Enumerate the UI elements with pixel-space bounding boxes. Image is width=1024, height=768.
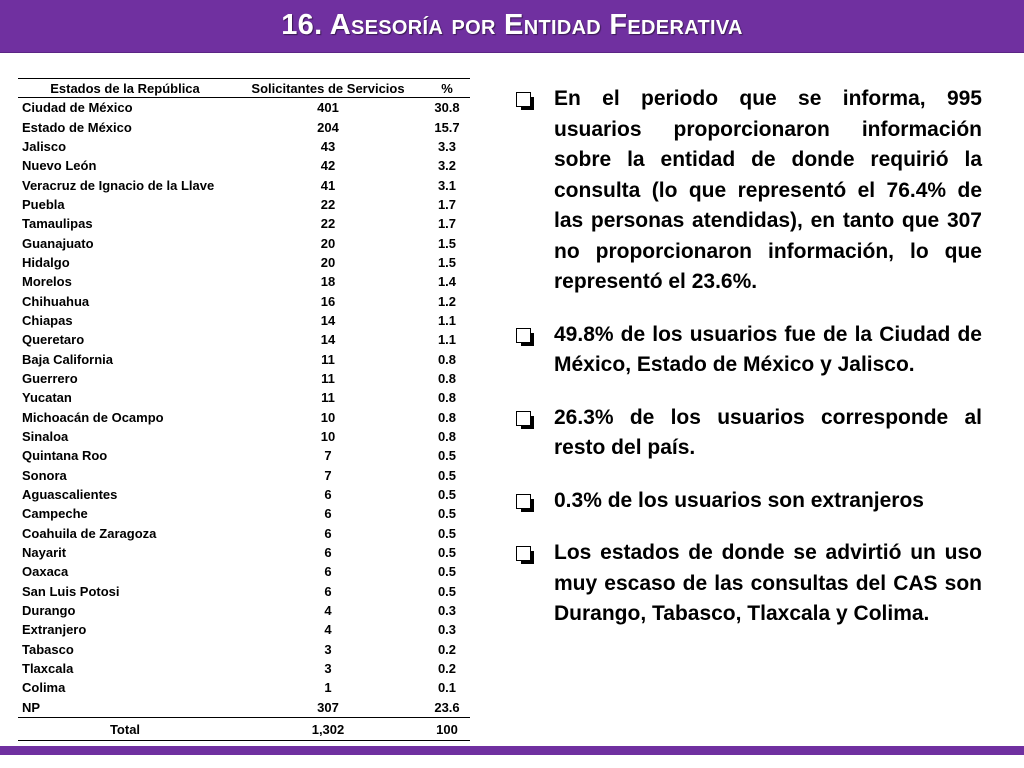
table-row [18, 175, 470, 194]
state-name-cell: Yucatan [22, 390, 72, 406]
state-name-cell: Queretaro [22, 332, 85, 348]
state-name-cell: Veracruz de Ignacio de la Llave [22, 177, 215, 193]
requesters-cell: 204 [317, 119, 339, 135]
requesters-cell: 6 [324, 525, 332, 541]
state-name-cell: San Luis Potosi [22, 583, 120, 599]
state-name-cell: Extranjero [22, 622, 87, 638]
bullet-item [514, 486, 982, 517]
table-row [18, 137, 470, 156]
checkbox-icon [516, 411, 531, 426]
state-name-cell: Guerrero [22, 370, 78, 386]
table-row [18, 582, 470, 601]
state-name-cell: Durango [22, 603, 76, 619]
bullet-text: 0.3% de los usuarios son extranjeros [554, 488, 924, 512]
requesters-cell: 41 [320, 177, 336, 193]
state-name-cell: Tabasco [22, 641, 74, 657]
state-name-cell: Ciudad de México [22, 100, 133, 116]
table-total-row [18, 718, 470, 741]
percent-cell: 1.4 [437, 274, 457, 290]
bullet-text: En el periodo que se informa, 995 usuarios proporcionaron información sobre la entidad de donde requirió la consulta (lo que representó el 76.4% de las personas atendidas), en tanto que 307 no proporcionaron información, lo que representó el 23.6%. [554, 87, 982, 293]
requesters-cell: 20 [320, 254, 336, 270]
requesters-cell: 3 [324, 641, 332, 657]
percent-cell: 0.2 [437, 661, 457, 677]
percent-cell: 23.6 [434, 699, 460, 715]
percent-cell: 0.5 [437, 564, 457, 580]
footer-bar [0, 746, 1024, 755]
requesters-cell: 11 [321, 390, 335, 406]
table-row [18, 253, 470, 272]
requesters-cell: 20 [320, 235, 336, 251]
bullet-text: 49.8% de los usuarios fue de la Ciudad de México, Estado de México y Jalisco. [554, 322, 982, 376]
percent-cell: 1.5 [437, 235, 457, 251]
percent-cell: 0.3 [437, 603, 457, 619]
column-header-requesters: Solicitantes de Servicios [232, 79, 424, 98]
percent-cell: 1.1 [437, 312, 457, 328]
requesters-cell: 4 [324, 603, 332, 619]
requesters-cell: 307 [317, 699, 339, 715]
state-name-cell: Nayarit [22, 545, 67, 561]
state-name-cell: Campeche [22, 506, 88, 522]
requesters-cell: 6 [324, 545, 332, 561]
percent-cell: 0.5 [437, 487, 457, 503]
table-row [18, 272, 470, 291]
table-row [18, 408, 470, 427]
percent-cell: 0.5 [437, 583, 457, 599]
table-row [18, 485, 470, 504]
percent-cell: 0.8 [437, 351, 457, 367]
state-name-cell: Hidalgo [22, 254, 70, 270]
requesters-cell: 4 [324, 622, 332, 638]
percent-cell: 30.8 [434, 100, 460, 116]
requesters-cell: 43 [320, 138, 336, 154]
requesters-cell: 6 [324, 583, 332, 599]
state-name-cell: NP [22, 699, 41, 715]
table-row [18, 349, 470, 368]
requesters-cell: 18 [320, 274, 336, 290]
percent-cell: 0.5 [437, 448, 457, 464]
page-title: 16. Asesoría por Entidad Federativa [281, 9, 743, 41]
table-row [18, 195, 470, 214]
requesters-cell: 401 [317, 100, 339, 116]
table-row [18, 524, 470, 543]
state-name-cell: Coahuila de Zaragoza [22, 525, 157, 541]
requesters-cell: 3 [324, 661, 332, 677]
table-body [18, 98, 470, 718]
state-name-cell: Michoacán de Ocampo [22, 409, 164, 425]
bullet-item [514, 403, 982, 464]
state-name-cell: Aguascalientes [22, 487, 118, 503]
percent-cell: 1.7 [437, 196, 457, 212]
percent-cell: 1.1 [437, 332, 457, 348]
table-row [18, 466, 470, 485]
state-name-cell: Baja California [22, 351, 114, 367]
requesters-cell: 6 [324, 487, 332, 503]
state-name-cell: Oaxaca [22, 564, 69, 580]
requesters-cell: 6 [324, 564, 332, 580]
title-bar [0, 0, 1024, 53]
table-row [18, 698, 470, 718]
requesters-cell: 7 [324, 448, 332, 464]
column-header-state: Estados de la República [18, 79, 232, 98]
summary-bullet-list [514, 84, 982, 630]
table-row [18, 504, 470, 523]
percent-cell: 1.5 [437, 254, 457, 270]
state-name-cell: Puebla [22, 196, 65, 212]
state-name-cell: Nuevo León [22, 158, 97, 174]
percent-cell: 0.5 [437, 525, 457, 541]
requesters-cell: 10 [320, 429, 336, 445]
state-name-cell: Sonora [22, 467, 67, 483]
requesters-cell: 14 [320, 312, 336, 328]
percent-cell: 0.5 [437, 506, 457, 522]
bullet-item [514, 538, 982, 630]
requesters-cell: 7 [324, 467, 332, 483]
percent-cell: 0.1 [437, 680, 457, 696]
requesters-cell: 14 [320, 332, 336, 348]
state-name-cell: Jalisco [22, 138, 67, 154]
table-row [18, 543, 470, 562]
state-name-cell: Colima [22, 680, 66, 696]
table-header-row [18, 79, 470, 98]
state-name-cell: Sinaloa [22, 429, 69, 445]
percent-cell: 0.3 [437, 622, 457, 638]
checkbox-icon [516, 546, 531, 561]
state-name-cell: Estado de México [22, 119, 132, 135]
table-row [18, 291, 470, 310]
table-row [18, 678, 470, 697]
percent-cell: 0.8 [437, 429, 457, 445]
bullet-item [514, 84, 982, 298]
requesters-cell: 1 [324, 680, 332, 696]
total-label: Total [18, 718, 232, 741]
percent-cell: 3.2 [437, 158, 457, 174]
percent-cell: 0.2 [437, 641, 457, 657]
checkbox-icon [516, 494, 531, 509]
table-row [18, 369, 470, 388]
state-name-cell: Guanajuato [22, 235, 94, 251]
requesters-cell: 6 [324, 506, 332, 522]
table-row [18, 601, 470, 620]
requesters-cell: 22 [320, 216, 336, 232]
table-row [18, 388, 470, 407]
state-name-cell: Quintana Roo [22, 448, 108, 464]
percent-cell: 0.8 [437, 370, 457, 386]
percent-cell: 3.3 [437, 138, 457, 154]
requesters-cell: 10 [320, 409, 336, 425]
requesters-cell: 22 [320, 196, 336, 212]
percent-cell: 1.7 [437, 216, 457, 232]
table-row [18, 427, 470, 446]
table-row [18, 640, 470, 659]
table-row [18, 98, 470, 118]
bullet-text: Los estados de donde se advirtió un uso muy escaso de las consultas del CAS son Durango, Tabasco, Tlaxcala y Colima. [554, 541, 982, 625]
requesters-cell: 11 [321, 370, 335, 386]
checkbox-icon [516, 92, 531, 107]
percent-cell: 0.5 [437, 545, 457, 561]
table-row [18, 117, 470, 136]
state-name-cell: Tamaulipas [22, 216, 93, 232]
requesters-cell: 11 [321, 351, 335, 367]
state-name-cell: Chihuahua [22, 293, 90, 309]
percent-cell: 15.7 [434, 119, 460, 135]
state-name-cell: Morelos [22, 274, 72, 290]
percent-cell: 0.8 [437, 390, 457, 406]
requesters-cell: 42 [320, 158, 336, 174]
table-row [18, 156, 470, 175]
percent-cell: 1.2 [437, 293, 457, 309]
bullet-item [514, 320, 982, 381]
table-row [18, 214, 470, 233]
states-table-container [18, 78, 470, 741]
percent-cell: 0.5 [437, 467, 457, 483]
table-row [18, 620, 470, 639]
table-row [18, 311, 470, 330]
percent-cell: 0.8 [437, 409, 457, 425]
table-row [18, 659, 470, 678]
total-percent: 100 [424, 718, 470, 741]
bullet-text: 26.3% de los usuarios corresponde al resto del país. [554, 405, 982, 459]
table-row [18, 562, 470, 581]
state-name-cell: Chiapas [22, 312, 73, 328]
total-count: 1,302 [232, 718, 424, 741]
table-row [18, 233, 470, 252]
checkbox-icon [516, 328, 531, 343]
table-row [18, 330, 470, 349]
table-row [18, 446, 470, 465]
requesters-cell: 16 [320, 293, 336, 309]
states-table [18, 78, 470, 741]
percent-cell: 3.1 [437, 177, 457, 193]
state-name-cell: Tlaxcala [22, 661, 74, 677]
column-header-percent: % [424, 79, 470, 98]
